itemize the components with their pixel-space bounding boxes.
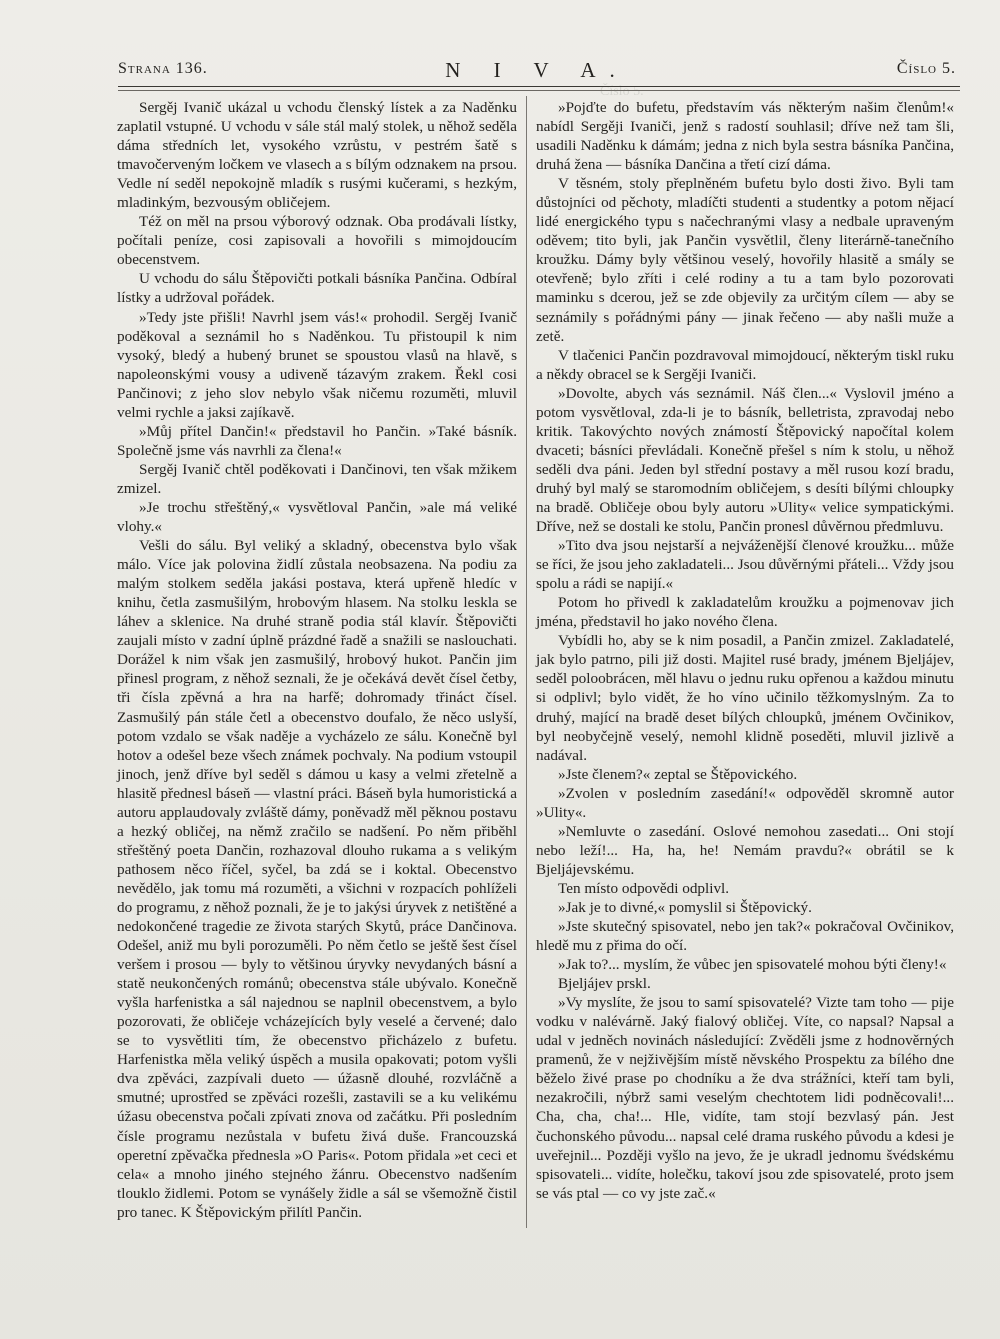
paragraph: Sergěj Ivanič chtěl poděkovati i Dančinovi, ten však mžikem zmizel. bbox=[117, 460, 517, 497]
paragraph: »Můj přítel Dančin!« představil ho Pančin. »Také básník. Společně jsme vás navrhli za člena!« bbox=[117, 422, 517, 459]
paragraph: Bjeljájev prskl. bbox=[558, 975, 651, 993]
paragraph: »Pojďte do bufetu, představím vás některým našim členům!« nabídl Sergěji Ivaniči, jenž s radostí souhlasil; dříve než tam šli, usadili Naděnku k dámám; jedna z nich byla sestra básníka Pančina, druhá žena — básníka Dančina a třetí cizí dáma. bbox=[536, 99, 954, 174]
magazine-title: N I V A. bbox=[445, 58, 629, 82]
paragraph: Potom ho přivedl k zakladatelům kroužku a pojmenovav jich jména, představil ho jako nového člena. bbox=[536, 594, 954, 631]
paragraph: »Dovolte, abych vás seznámil. Náš člen...« Vyslovil jméno a potom vysvětloval, zda-li je to básník, belletrista, zpravodaj nebo kritik. Takovýchto nových známostí Štěpovický napočítal kolem dvaceti; básníci převládali. Konečně přešel s ním k stolu, u něhož seděli dva páni. Jeden byl střední postavy a měl rusou kozí bradu, druhý byl malý se staromodním obličejem, s desíti bílými chloupky na bradě. Obličeje obou byly autoru »Ulity« velice sympatickými. Dříve, než se dostali ke stolu, Pančin pronesl důvěrnou předmluvu. bbox=[536, 384, 954, 536]
paragraph: V tlačenici Pančin pozdravoval mimojdoucí, některým tiskl ruku a někdy obracel se k Sergěji Ivaniči. bbox=[536, 346, 954, 383]
paragraph: Vešli do sálu. Byl veliký a skladný, obecenstva bylo však málo. Více jak polovina židlí zůstala neobsazena. Na podiu za malým stolkem seděla jakási postava, která upřeně hledíc v knihu, četla zasmušilým, hrobovým hlasem. Na stolku leskla se láhev a sklenice. Na druhé straně podia stál klavír. Štěpovičti zaujali místo v zadní úplně prázdné řadě a snažili se naslouchati. Dorážel k nim však jen zasmušilý, hrobový hukot. Pančin jim přinesl program, z něhož seznali, že je očekává devět čísel četby, tři čísla zpěvná a hra na harfě; dohromady třináct čísel. Zasmušilý pán stále četl a obecenstvo doufalo, že něco uslyší, potom vzdalo se však naděje a vycházelo ze sálu. Konečně byl hotov a odešel beze všech známek pochvaly. Na podium vstoupil jinoch, jenž dříve byl seděl s dámou u kasy a velmi zřetelně a hlasitě přednesl báseň — vlastní práci. Báseň byla humoristická a autoru applaudovaly zvláště dámy, poněvadž měl pěknou postavu a hezký obličej, na němž zračilo se nadšení. Po něm přiběhl střeštěný poeta Dančin, rozhazoval dlouho rukama a s velikým pathosem něco říčel, syčel, ba zdá se i koktal. Obecenstvo nevědělo, jak tomu má rozuměti, a všichni v rozpacích pohlíželi do programu, z něhož poznali, že je to jakýsi úryvek z netištěné a nedokončené tragedie ze života starých Skytů, práce Dančinova. Odešel, aniž mu byli porozuměli. Po něm četlo se ještě šest čísel veršem i prosou — byly to většinou úryvky nevydaných básní a statě neukončených románů; obecenstva stále ubývalo. Konečně vyšla harfenistka a sál najednou se naplnil obecenstvem, a bylo pozorovati, že obličeje vcházejících byly veselé a červené; dalo se to vysvětliti tím, že obecenstvo přicházelo z bufetu. Harfenistka měla veliký úspěch a musila opakovati; potom vyšli dva zpěváci, zazpívali dueto — úžasně dlouhé, rozvláčně a smutné; uprostřed se zpěváci rozešli, zastavili se a ku velikému úžasu obecenstva počali zpívati znova od začátku. Při posledním čísle programu nezůstala v bufetu živá duše. Francouzská operetní zpěvačka přednesla »O Paris«. Potom přidala »et ceci et cela« a mnoho jiného stejného žánru. Obecenstvo nadšením tlouklo židlemi. Potom se vynášely židle a sál se všemožně čistil pro tanec. K Štěpovickým přilítl Pančin. bbox=[117, 537, 517, 1221]
paragraph: Sergěj Ivanič ukázal u vchodu členský lístek a za Naděnku zaplatil vstupné. U vchodu v sále stál malý stolek, u něhož seděla dáma středních let, vysokého vzrůstu, v pestrém šatě s tmavočerveným ločkem ve vlasech a s bílým odznakem na prsou. Vedle ní seděl nepokojně mladík s rusými kučerami, s hezkým, mladinkým, bezvousým obličejem. bbox=[117, 99, 517, 212]
paragraph: »Tito dva jsou nejstarší a nejváženější členové kroužku... může se říci, že jsou jeho zakladateli... Jsou důvěrnými přáteli... Vždy jsou spolu a rádi se napijí.« bbox=[536, 537, 954, 593]
paragraph: »Je trochu střeštěný,« vysvětloval Pančin, »ale má veliké vlohy.« bbox=[117, 498, 517, 536]
header-rule-secondary bbox=[118, 90, 960, 91]
right-column bbox=[536, 98, 954, 1203]
paragraph: »Vy myslíte, že jsou to samí spisovatelé? Vizte tam toho — pije vodku v nalévárně. Jaký fialový obličej. Víte, co napsal? Napsal a udal v jedněch novinách následující: Zvěděli jsme z hodnověrných pramenů, že v nejživějším místě něvského Prospektu za bílého dne běželo živé prase po chodníku a že dva strážníci, kteří tam byli, nezakročili, nýbrž sami veselým chechtotem lidi podněcovali!... Cha, cha, cha!... Hle, vidíte, tam stojí bezvlasý pán. Jest čuchonského původu... napsal celé drama ruského původu a kdesi je uveřejnil... Později vyšlo na jevo, že je ukradl jednomu švédskému spisovateli... vidíte, holečku, takoví jsou zde spisovatelé, proto jsem se vás ptal — co vy jste zač.« bbox=[536, 994, 954, 1202]
header-rule bbox=[118, 86, 960, 87]
column-divider bbox=[526, 96, 527, 1228]
paragraph: »Jste skutečný spisovatel, nebo jen tak?« pokračoval Ovčinikov, hledě mu z přima do očí. bbox=[536, 918, 954, 955]
paragraph: »Jak to?... myslím, že vůbec jen spisovatelé mohou býti členy!« bbox=[558, 956, 947, 974]
bleed-through-text: Číslo 5. bbox=[600, 84, 644, 99]
paragraph: V těsném, stoly přeplněném bufetu bylo dosti živo. Byli tam důstojníci od pěchoty, mladíčti studenti a studentky a potom nějací lidé energického typu s načechranými vlasy a nedbale upraveným oděvem; tito byli, jak Pančin vysvětlil, členy literárně-tanečního kroužku. Dámy byly většinou veselý, hovořily hlasitě a smály se otevřeně; bylo zříti i celé rodiny a tu a tam bylo pozorovati maminku s dcerou, jež se zde objevily za určitým cílem — aby se seznámily s pořádnými pány — jinak řečeno — aby našli muže a zetě. bbox=[536, 175, 954, 345]
paragraph: »Jste členem?« zeptal se Štěpovického. bbox=[558, 765, 798, 783]
left-column bbox=[117, 98, 517, 1222]
paragraph: »Nemluvte o zasedání. Oslové nemohou zasedati... Oni stojí nebo leží!... Ha, ha, he! Nemám pravdu?« obrátil se k Bjeljájevskému. bbox=[536, 822, 954, 878]
paragraph: »Zvolen v posledním zasedání!« odpověděl skromně autor »Ulity«. bbox=[536, 784, 954, 821]
page-header bbox=[118, 60, 956, 82]
paragraph: »Jak je to divné,« pomyslil si Štěpovický. bbox=[558, 898, 812, 916]
paragraph: Ten místo odpovědi odplivl. bbox=[558, 879, 730, 897]
page-number: Strana 136. bbox=[118, 60, 208, 77]
paragraph: »Tedy jste přišli! Navrhl jsem vás!« prohodil. Sergěj Ivanič poděkoval a seznámil ho s Naděnkou. Tu přistoupil k nim vysoký, bledý a hubený brunet se spoustou vlasů na hlavě, s napoleonskými vousy a udiveně tázavým zrakem. Řekl cosi Pančinovi; z jeho slov nebylo však ničemu rozuměti, mluvil velmi rychle a jaksi zajíkavě. bbox=[117, 308, 517, 421]
paragraph: Též on měl na prsou výborový odznak. Oba prodávali lístky, počítali peníze, cosi zapisovali a hovořili s mimojdoucím obecenstvem. bbox=[117, 213, 517, 269]
paragraph: Vybídli ho, aby se k nim posadil, a Pančin zmizel. Zakladatelé, jak bylo patrno, pili již dosti. Majitel rusé brady, jménem Bjeljájev, seděl poloobrácen, měl hlavu o jednu ruku opřenou a každou minutu si odplivl; bylo vidět, že ho víno učinilo těžkomyslným. Za to druhý, mající na bradě deset bílých chloupků, jménem Ovčinikov, byl neobyčejně veselý, nemohl klidně poseděti, mluvil jizlivě a nadával. bbox=[536, 632, 954, 764]
paragraph: U vchodu do sálu Štěpovičti potkali básníka Pančina. Odbíral lístky a udržoval pořádek. bbox=[117, 270, 517, 307]
issue-number: Číslo 5. bbox=[896, 60, 956, 77]
